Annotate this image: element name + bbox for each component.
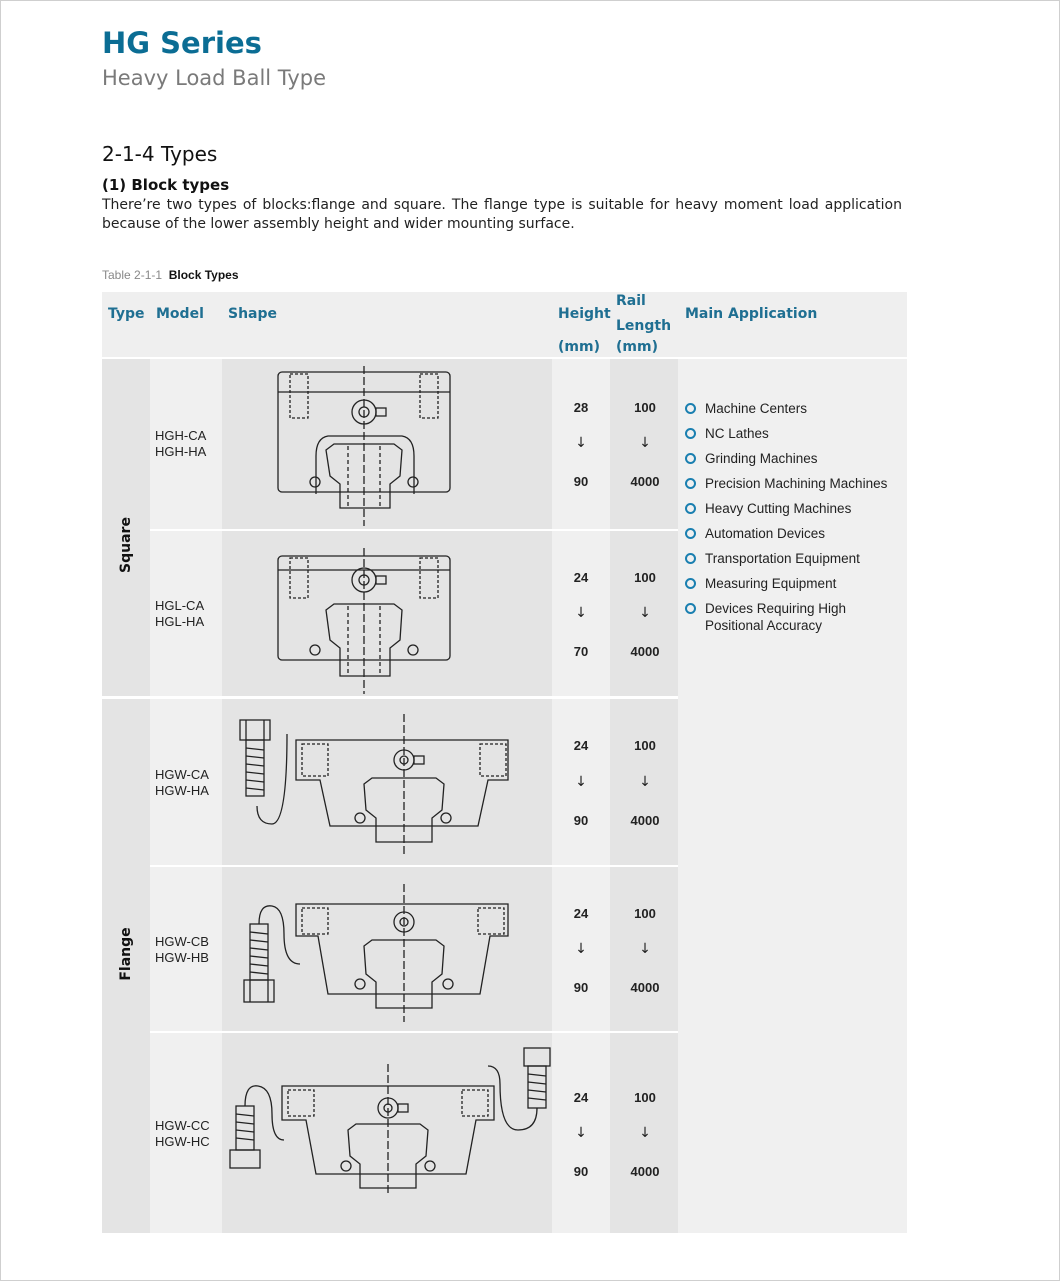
application-text: Machine Centers	[705, 401, 808, 416]
bullet-icon	[685, 428, 696, 439]
range-arrow: ↓	[575, 774, 587, 790]
application-text: Measuring Equipment	[705, 576, 837, 591]
height-max: 90	[573, 980, 589, 995]
header-model: Model	[156, 306, 204, 322]
header-height-line1: Height	[558, 306, 611, 322]
section-title: 2-1-4 Types	[102, 142, 218, 166]
model-code: HGH-CA	[155, 428, 207, 443]
table-header-row	[102, 292, 907, 357]
square-block-drawing-icon	[272, 366, 456, 526]
application-item	[685, 400, 905, 417]
range-arrow: ↓	[639, 605, 651, 621]
range-arrow: ↓	[575, 941, 587, 957]
row-separator	[150, 529, 678, 531]
application-item	[685, 450, 905, 467]
application-text: Automation Devices	[705, 526, 826, 541]
model-code: HGW-HB	[155, 950, 209, 965]
model-code: HGW-HA	[155, 783, 209, 798]
application-text: Grinding Machines	[705, 451, 818, 466]
application-text: Devices Requiring High Positional Accuracy	[705, 601, 847, 633]
range-arrow: ↓	[639, 941, 651, 957]
table-caption-title: Block Types	[168, 268, 239, 282]
header-type: Type	[108, 306, 145, 322]
flange-block-two-bolts-drawing-icon	[228, 1044, 552, 1194]
height-max: 90	[573, 813, 589, 828]
height-min: 28	[573, 400, 589, 415]
rail-max: 4000	[630, 1164, 660, 1179]
rail-min: 100	[634, 1090, 656, 1105]
header-rail-line3: (mm)	[616, 339, 658, 355]
rail-min: 100	[634, 906, 656, 921]
table-caption	[102, 268, 239, 282]
series-subtitle: Heavy Load Ball Type	[102, 66, 327, 90]
application-item	[685, 500, 905, 517]
model-code: HGW-HC	[155, 1134, 210, 1149]
range-arrow: ↓	[639, 1125, 651, 1141]
model-cell	[155, 428, 206, 460]
header-application: Main Application	[685, 306, 818, 322]
application-text: Precision Machining Machines	[705, 476, 888, 491]
header-shape: Shape	[228, 306, 278, 322]
group-separator	[102, 696, 678, 699]
flange-block-bottom-bolt-drawing-icon	[240, 884, 514, 1022]
application-text: Transportation Equipment	[705, 551, 860, 566]
intro-paragraph: There’re two types of blocks:flange and square. The flange type is suitable for heavy moment load application because of the lower assembly height and wider mounting surface.	[102, 197, 902, 232]
model-cell	[155, 1118, 210, 1150]
bullet-icon	[685, 603, 696, 614]
series-title: HG Series	[102, 26, 262, 60]
rail-min: 100	[634, 400, 656, 415]
height-min: 24	[573, 570, 589, 585]
type-label-square: Square	[118, 517, 134, 573]
bullet-icon	[685, 578, 696, 589]
height-min: 24	[573, 738, 589, 753]
type-label-flange: Flange	[118, 927, 134, 981]
range-arrow: ↓	[575, 435, 587, 451]
height-max: 70	[573, 644, 589, 659]
bullet-icon	[685, 553, 696, 564]
range-arrow: ↓	[575, 605, 587, 621]
model-code: HGW-CC	[155, 1118, 210, 1133]
rail-max: 4000	[630, 644, 660, 659]
square-block-drawing-icon	[272, 548, 456, 694]
range-arrow: ↓	[575, 1125, 587, 1141]
application-item	[685, 550, 905, 567]
model-cell	[155, 767, 209, 799]
header-rail-line2: Length	[616, 318, 672, 334]
rail-max: 4000	[630, 980, 660, 995]
flange-block-top-bolt-drawing-icon	[232, 714, 518, 854]
bullet-icon	[685, 528, 696, 539]
bullet-icon	[685, 478, 696, 489]
table-caption-number: Table 2-1-1	[102, 268, 163, 282]
model-code: HGL-CA	[155, 598, 205, 613]
bullet-icon	[685, 403, 696, 414]
bullet-icon	[685, 453, 696, 464]
rail-min: 100	[634, 738, 656, 753]
rail-min: 100	[634, 570, 656, 585]
application-text: Heavy Cutting Machines	[705, 501, 852, 516]
model-code: HGH-HA	[155, 444, 207, 459]
height-min: 24	[573, 1090, 589, 1105]
application-list	[685, 400, 905, 642]
bullet-icon	[685, 503, 696, 514]
model-cell	[155, 598, 204, 630]
application-item	[685, 525, 905, 542]
subsection-title: (1) Block types	[102, 176, 230, 194]
header-rail-line1: Rail	[616, 293, 646, 309]
application-text: NC Lathes	[705, 426, 769, 441]
height-max: 90	[573, 1164, 589, 1179]
application-item	[685, 425, 905, 442]
rail-max: 4000	[630, 474, 660, 489]
row-separator	[150, 1031, 678, 1033]
application-item	[685, 600, 865, 634]
model-code: HGW-CA	[155, 767, 209, 782]
height-max: 90	[573, 474, 589, 489]
header-height-line2: (mm)	[558, 339, 600, 355]
row-separator	[150, 865, 678, 867]
range-arrow: ↓	[639, 435, 651, 451]
height-min: 24	[573, 906, 589, 921]
application-item	[685, 575, 905, 592]
range-arrow: ↓	[639, 774, 651, 790]
model-cell	[155, 934, 209, 966]
model-code: HGW-CB	[155, 934, 209, 949]
rail-max: 4000	[630, 813, 660, 828]
model-code: HGL-HA	[155, 614, 205, 629]
application-item	[685, 475, 905, 492]
